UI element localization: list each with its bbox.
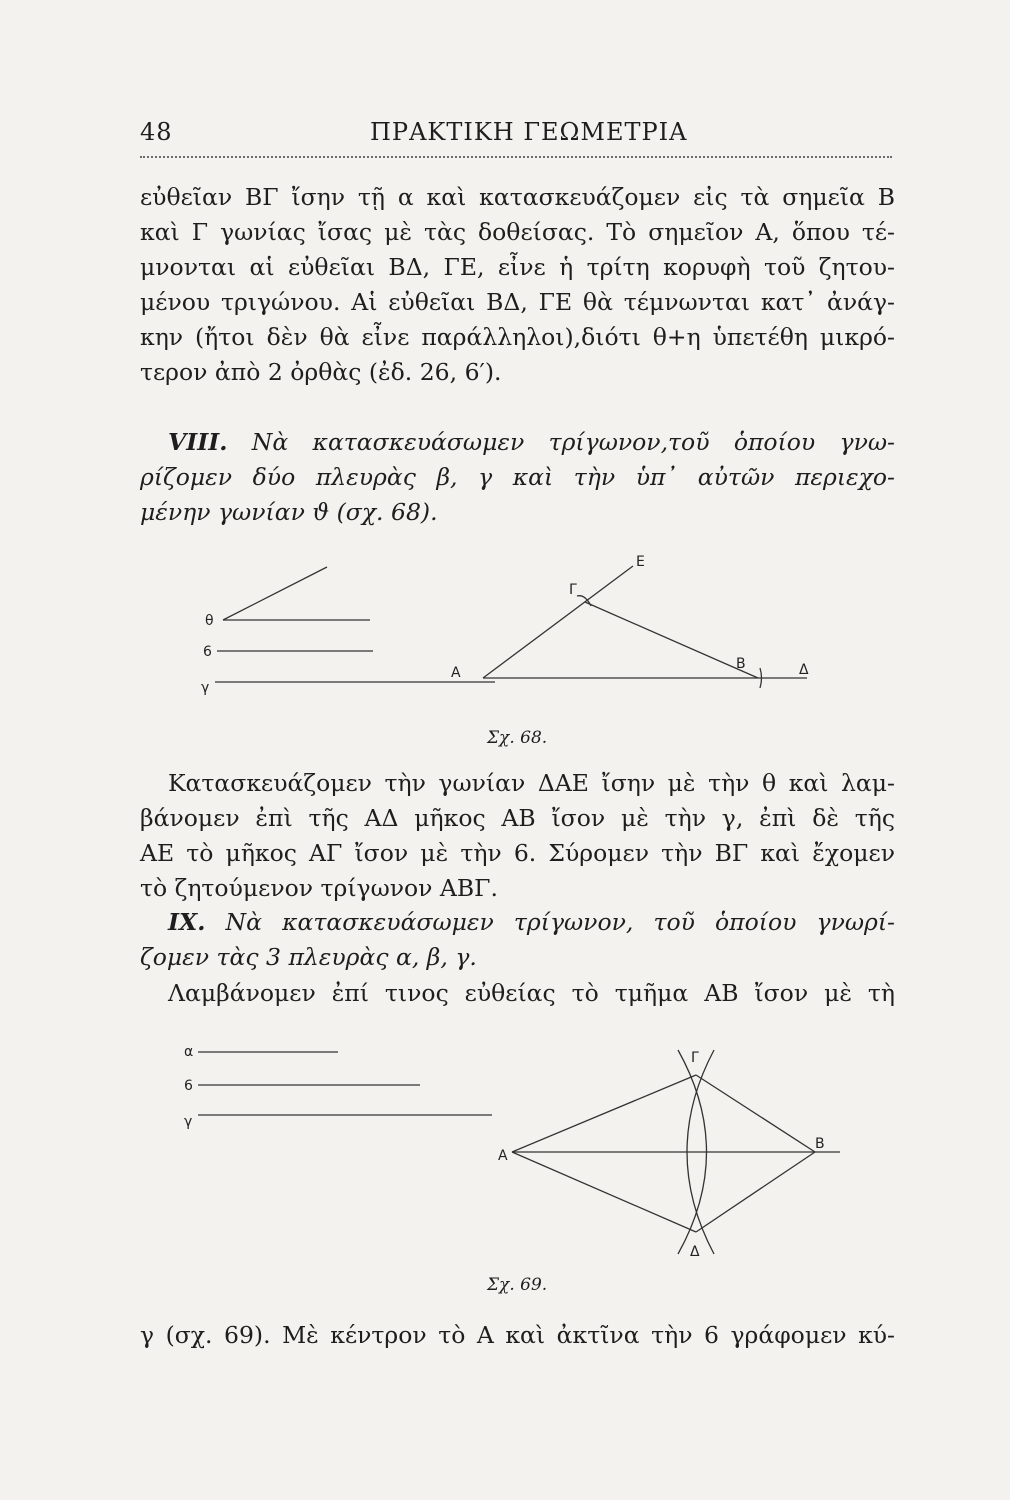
text-line: τὸ ζητούμενον τρίγωνον ΑΒΓ. [140,874,498,902]
page-number: 48 [140,118,173,146]
label-D: Δ [690,1244,700,1260]
text-line [140,425,895,460]
figure-68-drawing [195,550,835,700]
text-line: μένην γωνίαν ϑ (σχ. 68). [140,498,438,526]
figure-69-caption: Σχ. 69. [487,1275,548,1295]
text-line: βάνομεν ἐπὶ τῆς ΑΔ μῆκος ΑΒ ἴσον μὲ τὴν γ, ἐπὶ δὲ τῆς [140,804,895,832]
paragraph-construction-68 [140,766,895,906]
label-A: A [451,665,461,681]
paragraph-construction-69-continued [140,1318,895,1353]
label-D: Δ [799,662,809,678]
label-beta: 6 [184,1078,193,1094]
figure-69 [170,1040,860,1270]
section-number: VIII. [168,428,228,456]
text-line: κην (ἤτοι δὲν θὰ εἶνε παράλληλοι),διότι θ+η ὑπετέθη μικρό- [140,323,895,351]
label-beta: 6 [203,644,212,660]
text-line: μνονται αἱ εὐθεῖαι ΒΔ, ΓΕ, εἶνε ἡ τρίτη κορυφὴ τοῦ ζητου- [140,253,895,281]
label-B: B [815,1136,825,1152]
segment-DB [696,1152,815,1232]
arc-G [577,596,591,606]
figure-69-drawing [170,1040,860,1270]
page-header [140,118,892,154]
section-viii-statement [140,425,895,530]
text-line: μένου τριγώνου. Αἱ εὐθεῖαι ΒΔ, ΓΕ θὰ τέμνωνται κατ᾽ ἀνάγ- [140,288,895,316]
paragraph-construction-continued [140,180,895,390]
segment-AG [512,1075,696,1152]
text-line: Λαμβάνομεν ἐπί τινος εὐθείας τὸ τμῆμα ΑΒ ἴσον μὲ τὴ [168,979,895,1007]
segment-BG [585,602,758,678]
text-line [140,905,895,940]
label-gamma: γ [201,680,210,696]
angle-theta-ray [223,567,327,620]
header-rule [140,156,892,158]
label-A: A [498,1148,508,1164]
ray-AE [483,566,633,678]
text-line: ΑΕ τὸ μῆκος ΑΓ ἴσον μὲ τὴν 6. Σύρομεν τὴν ΒΓ καὶ ἔχομεν [140,839,895,867]
label-G: Γ [691,1050,699,1066]
text-line: γ (σχ. 69). Μὲ κέντρον τὸ Α καὶ ἀκτῖνα τὴν 6 γράφομεν κύ- [140,1321,895,1349]
segment-GB [696,1075,815,1152]
label-alpha: α [184,1044,194,1060]
text-line: τερον ἀπὸ 2 ὀρθὰς (ἐδ. 26, 6′). [140,358,502,386]
text-line: εὐθεῖαν ΒΓ ἴσην τῇ α καὶ κατασκευάζομεν εἰς τὰ σημεῖα Β [140,183,895,211]
label-theta: θ [205,613,214,629]
label-B: B [736,656,746,672]
section-number: IX. [168,908,206,936]
figure-68-caption: Σχ. 68. [487,728,548,748]
paragraph-construction-69 [140,976,895,1011]
section-text: Νὰ κατασκευάσωμεν τρίγωνον,τοῦ ὁποίου γνω- [227,428,895,456]
label-gamma: γ [184,1114,193,1130]
text-line: ρίζομεν δύο πλευρὰς β, γ καὶ τὴν ὑπ᾽ αὐτῶν περιεχο- [140,463,895,491]
segment-AD [512,1152,696,1232]
figure-68 [195,550,835,700]
text-line: καὶ Γ γωνίας ἴσας μὲ τὰς δοθείσας. Τὸ σημεῖον Α, ὅπου τέ- [140,218,895,246]
section-text: Νὰ κατασκευάσωμεν τρίγωνον, τοῦ ὁποίου γνωρί- [205,908,895,936]
label-E: E [636,554,645,570]
text-line: Κατασκευάζομεν τὴν γωνίαν ΔΑΕ ἴσην μὲ τὴν θ καὶ λαμ- [168,769,895,797]
section-ix-statement [140,905,895,975]
running-title: ΠΡΑΚΤΙΚΗ ΓΕΩΜΕΤΡΙΑ [370,118,688,146]
text-line: ζομεν τὰς 3 πλευρὰς α, β, γ. [140,943,477,971]
label-G: Γ [569,582,577,598]
